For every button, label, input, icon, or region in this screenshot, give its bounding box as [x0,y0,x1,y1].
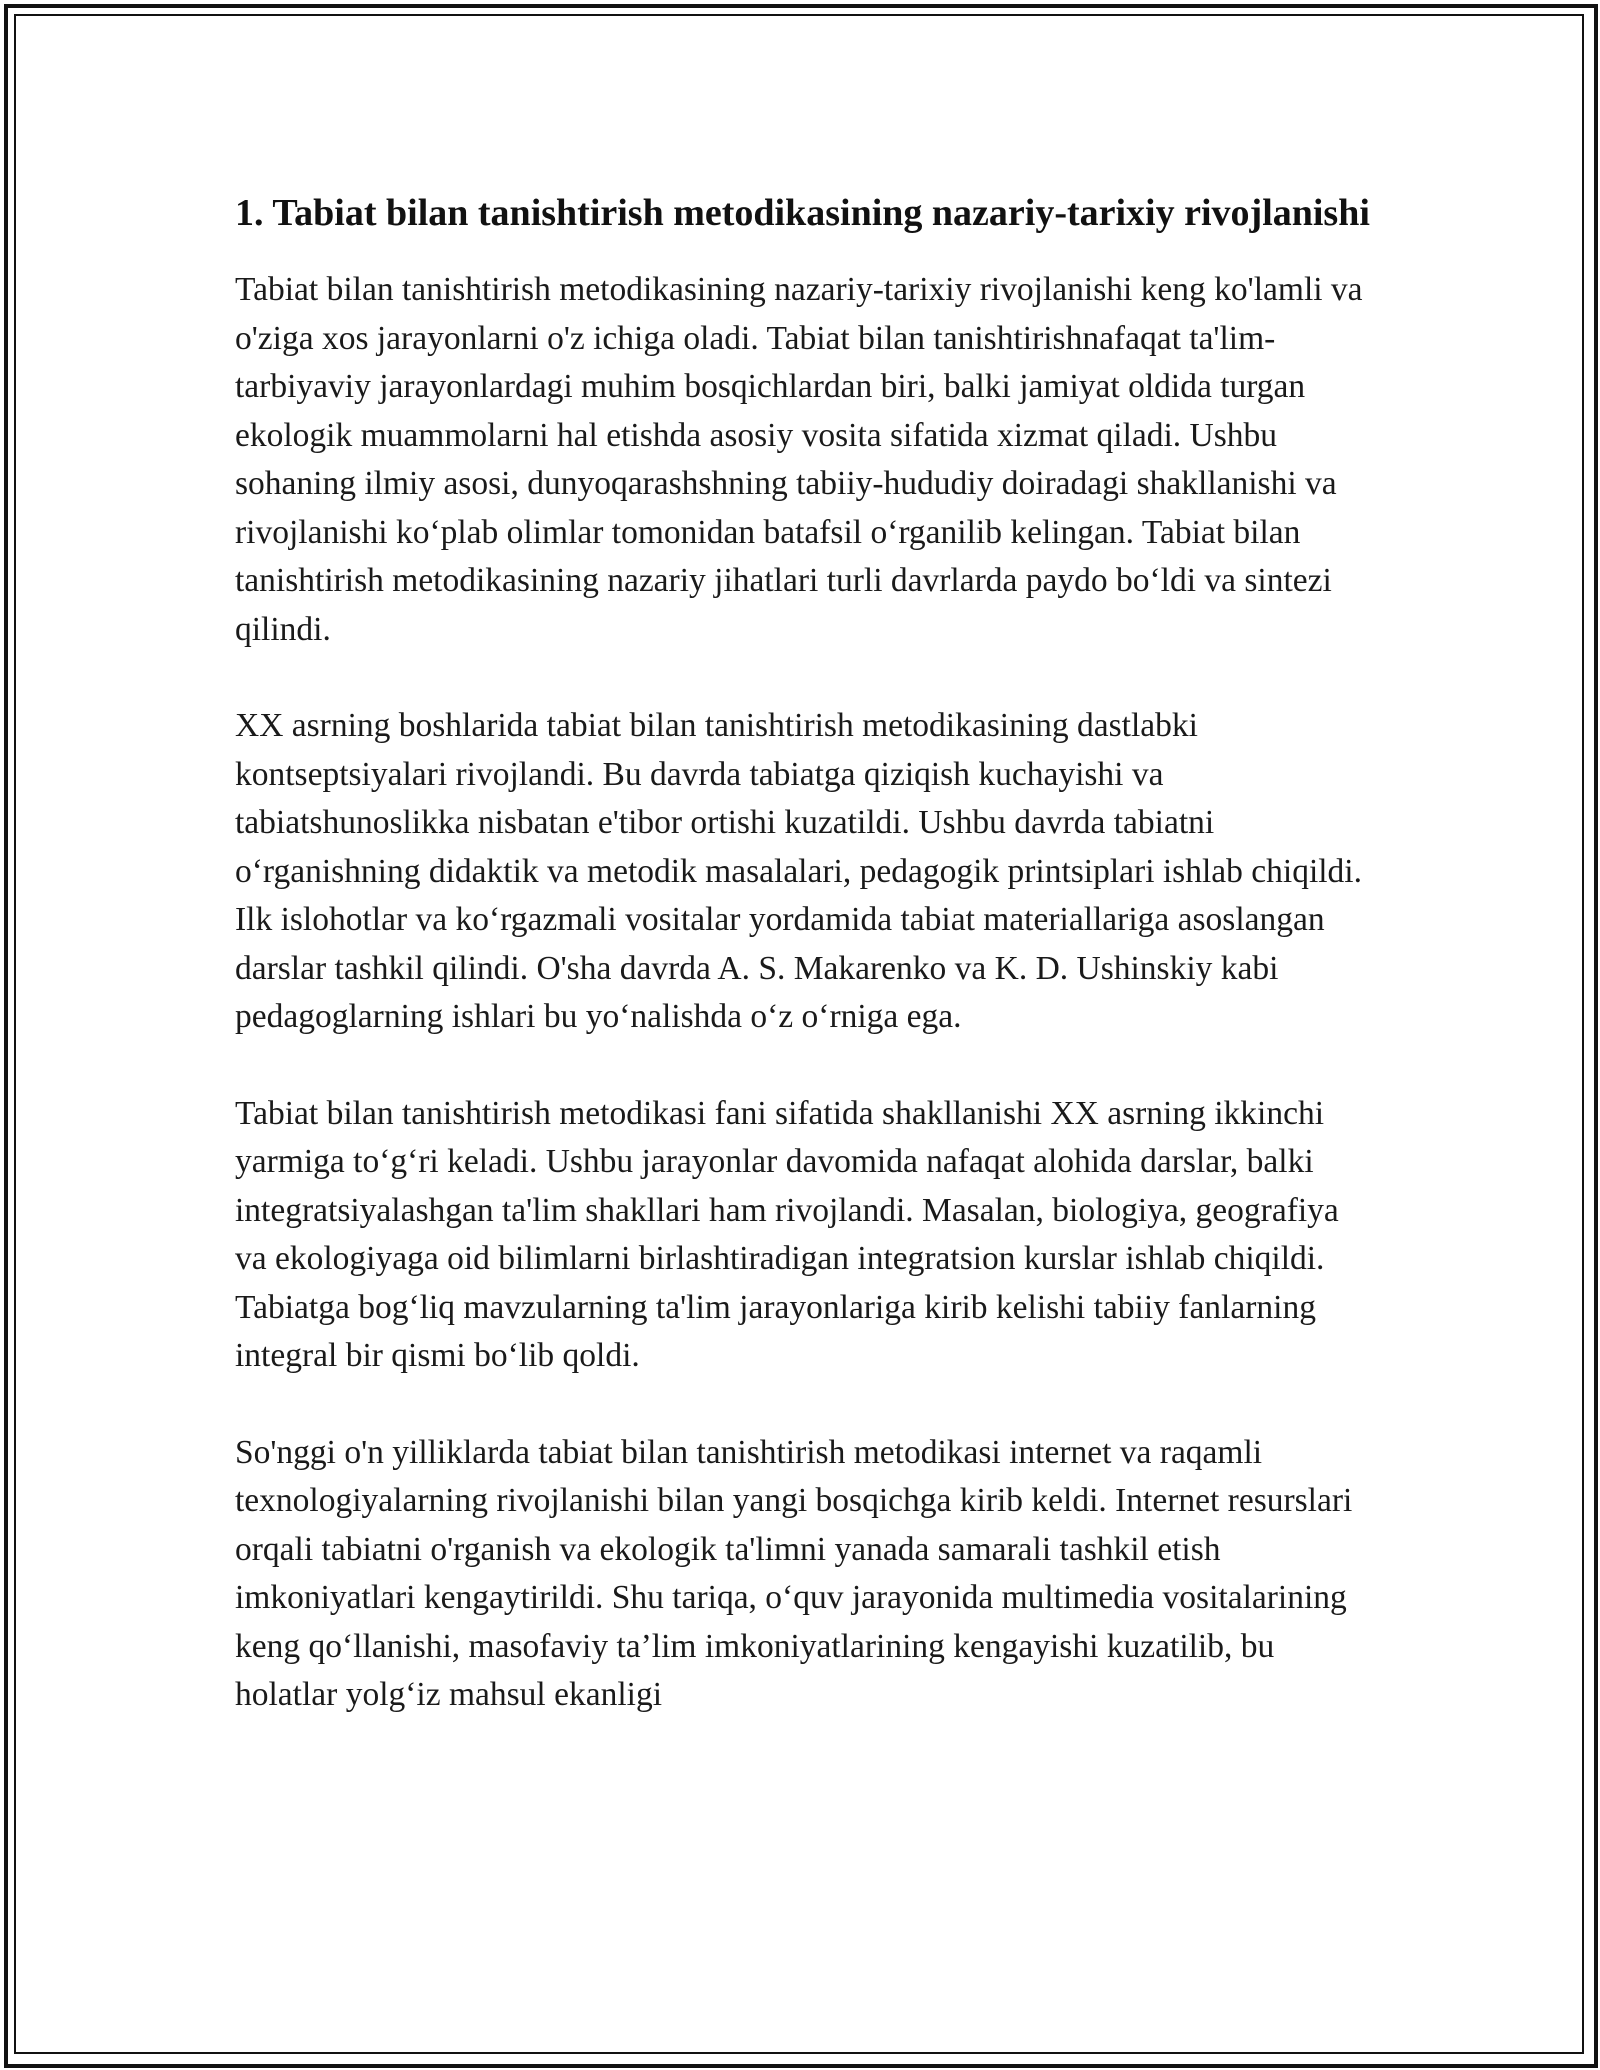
section-heading: 1. Tabiat bilan tanishtirish metodikasining nazariy-tarixiy rivojlanishi [235,192,1370,234]
document-body [235,186,1370,1768]
paragraph-1: Tabiat bilan tanishtirish metodikasining nazariy-tarixiy rivojlanishi keng ko'lamli va o'ziga xos jarayonlarni o'z ichiga oladi. Tabiat bilan tanishtirishnafaqat ta'lim-tarbiyaviy jarayonlardagi muhim bosqichlardan biri, balki jamiyat oldida turgan ekologik muammolarni hal etishda asosiy vosita sifatida xizmat qiladi. Ushbu sohaning ilmiy asosi, dunyoqarashshning tabiiy-hududiy doiradagi shakllanishi va rivojlanishi ko‘plab olimlar tomonidan batafsil o‘rganilib kelingan. Tabiat bilan tanishtirish metodikasining nazariy jihatlari turli davrlarda paydo bo‘ldi va sintezi qilindi. [235,271,1363,648]
paragraph-2: XX asrning boshlarida tabiat bilan tanishtirish metodikasining dastlabki kontseptsiyalari rivojlandi. Bu davrda tabiatga qiziqish kuchayishi va tabiatshunoslikka nisbatan e'tibor ortishi kuzatildi. Ushbu davrda tabiatni o‘rganishning didaktik va metodik masalalari, pedagogik printsiplari ishlab chiqildi. Ilk islohotlar va ko‘rgazmali vositalar yordamida tabiat materiallariga asoslangan darslar tashkil qilindi. O'sha davrda A. S. Makarenko va K. D. Ushinskiy kabi pedagoglarning ishlari bu yo‘nalishda o‘z o‘rniga ega. [235,707,1362,1035]
paragraph-4: So'nggi o'n yilliklarda tabiat bilan tanishtirish metodikasi internet va raqamli texnologiyalarning rivojlanishi bilan yangi bosqichga kirib keldi. Internet resurslari orqali tabiatni o'rganish va ekologik ta'limni yanada samarali tashkil etish imkoniyatlari kengaytirildi. Shu tariqa, o‘quv jarayonida multimedia vositalarining keng qo‘llanishi, masofaviy ta’lim imkoniyatlarining kengayishi kuzatilib, bu holatlar yolg‘iz mahsul ekanligi [235,1433,1353,1713]
paragraph-3: Tabiat bilan tanishtirish metodikasi fani sifatida shakllanishi XX asrning ikkinchi yarmiga to‘g‘ri keladi. Ushbu jarayonlar davomida nafaqat alohida darslar, balki integratsiyalashgan ta'lim shakllari ham rivojlandi. Masalan, biologiya, geografiya va ekologiyaga oid bilimlarni birlashtiradigan integratsion kurslar ishlab chiqildi. Tabiatga bog‘liq mavzularning ta'lim jarayonlariga kirib kelishi tabiiy fanlarning integral bir qismi bo‘lib qoldi. [235,1094,1339,1374]
